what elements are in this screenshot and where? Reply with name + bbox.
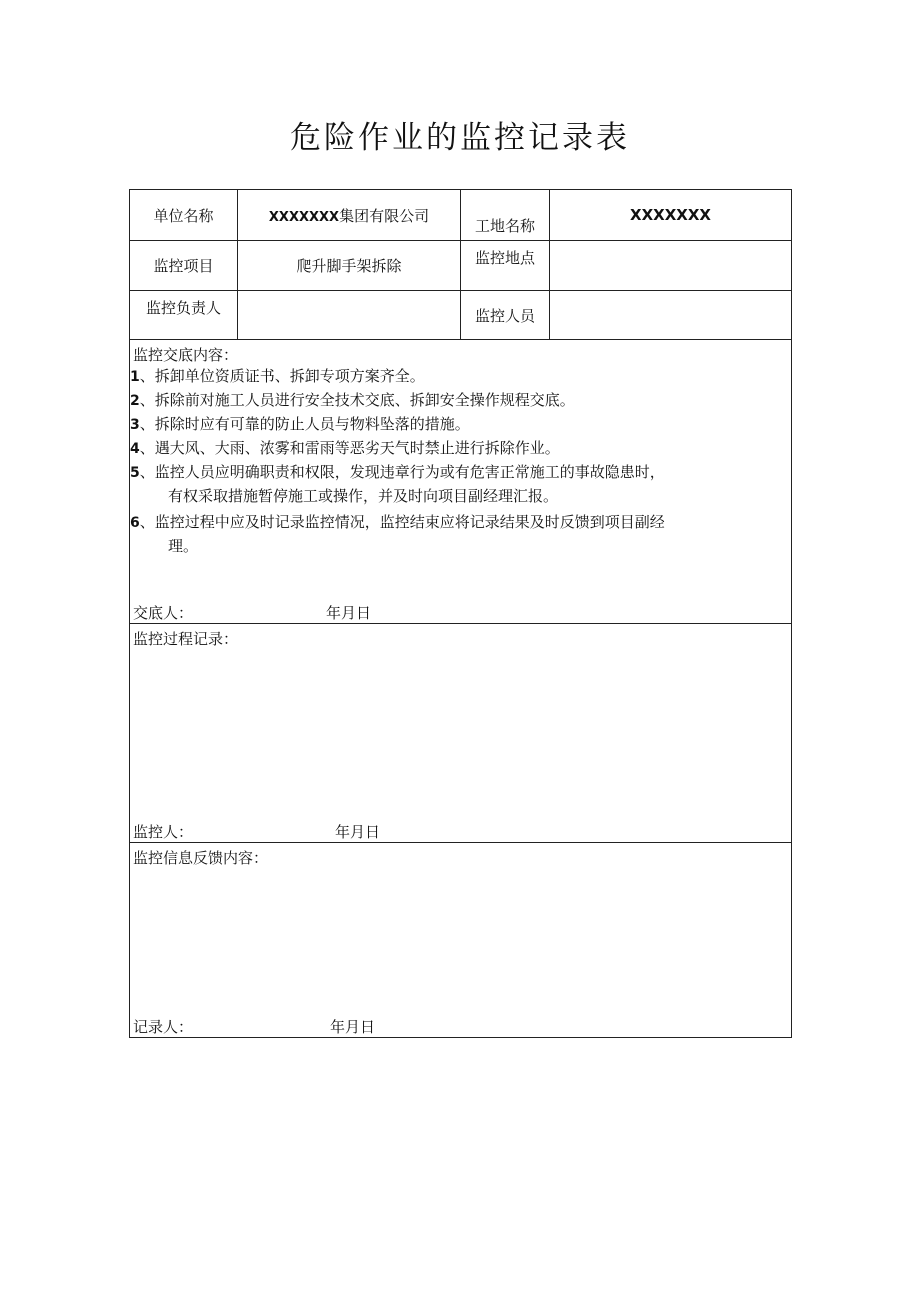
feedback-date-label: 年月日	[330, 1018, 376, 1036]
briefing-item-4	[130, 436, 560, 461]
briefing-item-6-num: 6	[130, 515, 140, 531]
unit-name-code: XXXXXXX	[268, 209, 340, 225]
site-name-value: XXXXXXX	[550, 190, 792, 241]
site-name-label: 工地名称	[461, 190, 550, 241]
monitoring-record-table	[129, 189, 792, 1038]
briefing-heading: 监控交底内容：	[133, 346, 239, 364]
unit-name-label: 单位名称	[130, 190, 238, 241]
briefing-section	[130, 340, 792, 624]
briefing-item-2-text: 、拆除前对施工人员进行安全技术交底、拆卸安全操作规程交底。	[139, 391, 575, 409]
briefing-item-6-cont: 理。	[168, 537, 199, 555]
feedback-heading: 监控信息反馈内容：	[133, 849, 269, 867]
feedback-signer-label: 记录人：	[133, 1018, 194, 1036]
project-value: 爬升脚手架拆除	[238, 241, 461, 291]
briefing-item-3	[130, 412, 470, 437]
unit-name-suffix: 集团有限公司	[339, 206, 430, 225]
briefing-item-5-num: 5	[130, 465, 140, 481]
briefing-item-3-text: 、拆除时应有可靠的防止人员与物料坠落的措施。	[139, 415, 470, 433]
briefing-item-6	[130, 510, 665, 535]
unit-name-value	[238, 190, 461, 241]
process-section	[130, 624, 792, 843]
staff-value	[550, 291, 792, 340]
location-value	[550, 241, 792, 291]
process-heading: 监控过程记录：	[133, 630, 239, 648]
staff-label: 监控人员	[461, 291, 550, 340]
row-feedback	[130, 843, 792, 1038]
project-label: 监控项目	[130, 241, 238, 291]
process-signer-label: 监控人：	[133, 823, 194, 841]
briefing-item-2	[130, 388, 575, 413]
briefing-item-5-text: 、监控人员应明确职责和权限，发现违章行为或有危害正常施工的事故隐患时，	[139, 463, 665, 481]
row-process	[130, 624, 792, 843]
briefing-item-1-text: 、拆卸单位资质证书、拆卸专项方案齐全。	[139, 367, 425, 385]
briefing-date-label: 年月日	[326, 604, 372, 622]
location-label: 监控地点	[461, 241, 550, 291]
page-title: 危险作业的监控记录表	[290, 120, 630, 156]
leader-label: 监控负责人	[130, 291, 238, 340]
briefing-item-1-num: 1	[130, 369, 140, 385]
briefing-item-4-num: 4	[130, 441, 140, 457]
row-unit	[130, 190, 792, 241]
process-date-label: 年月日	[335, 823, 381, 841]
briefing-item-3-num: 3	[130, 417, 140, 433]
briefing-item-5	[130, 460, 665, 485]
briefing-item-5-cont: 有权采取措施暂停施工或操作，并及时向项目副经理汇报。	[168, 487, 559, 505]
briefing-item-4-text: 、遇大风、大雨、浓雾和雷雨等恶劣天气时禁止进行拆除作业。	[139, 439, 560, 457]
leader-value	[238, 291, 461, 340]
briefing-signer-label: 交底人：	[133, 604, 194, 622]
feedback-section	[130, 843, 792, 1038]
row-briefing	[130, 340, 792, 624]
briefing-item-6-text: 、监控过程中应及时记录监控情况，监控结束应将记录结果及时反馈到项目副经	[139, 513, 665, 531]
briefing-item-1	[130, 364, 425, 389]
row-leader	[130, 291, 792, 340]
briefing-item-2-num: 2	[130, 393, 140, 409]
row-project	[130, 241, 792, 291]
